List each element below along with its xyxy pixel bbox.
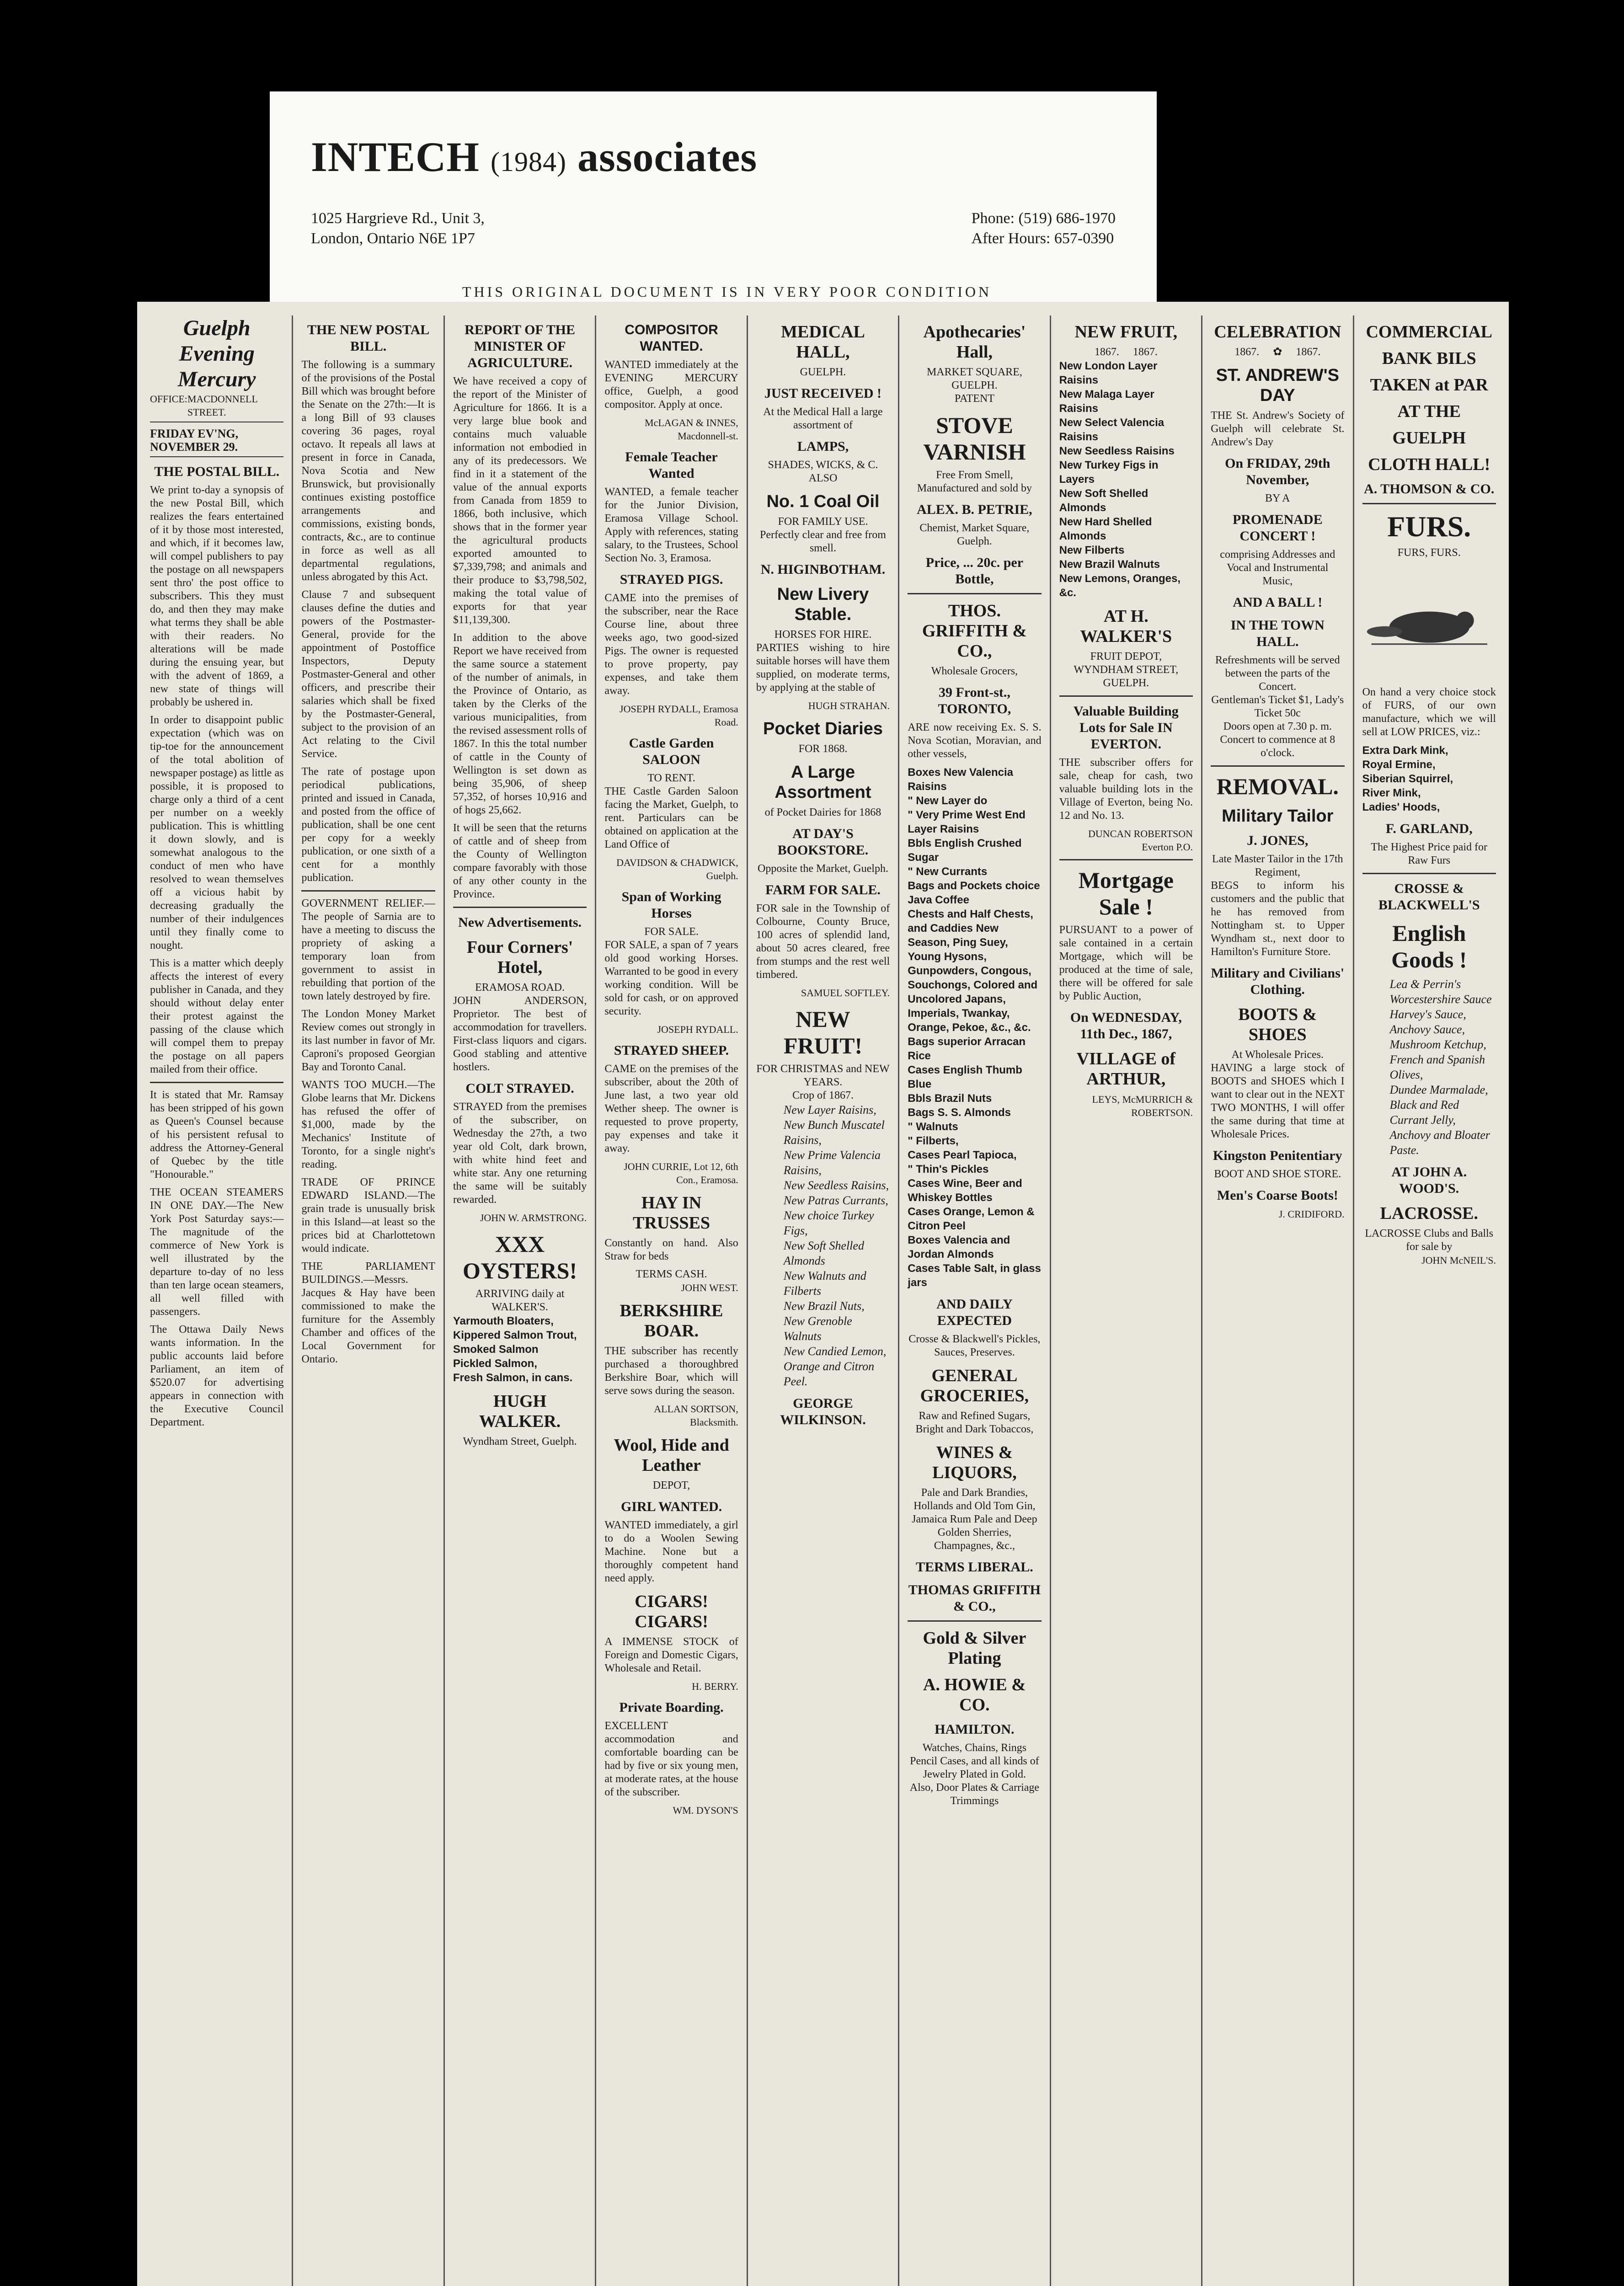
list-item: New Patras Currants, [783,1194,888,1207]
article-paragraph: It will be seen that the returns of cattle and of sheep from the County of Wellington compare favorably with those of any other county in the Province. [453,822,587,900]
article-paragraph: THE OCEAN STEAMERS IN ONE DAY.—The New York Post Saturday says:—The magnitude of the commerce of New York is well illustrated by the departure to-day of no less than ten large ocean steamers, all well filled with passengers. [150,1186,284,1318]
ad-title: REMOVAL. [1216,774,1339,799]
fruit-list [756,1102,890,1389]
article-paragraph: The London Money Market Review comes out strongly in its last number in favor of Mr. Caproni's proposed Georgian Bay and Toronto Canal. [301,1008,435,1073]
list-item: " Filberts, [908,1135,959,1147]
list-item: Cases Table Salt, in glass jars [908,1262,1041,1289]
list-item: Lea & Perrin's Worcestershire Sauce [1389,977,1492,1006]
list-item: New Soft Shelled Almonds [783,1239,864,1267]
list-item: New Select Valencia Raisins [1059,417,1165,443]
article-paragraph: THE PARLIAMENT BUILDINGS.—Messrs. Jacques & Hay have been commissioned to make the furniture for the Assembly Chamber and offices of the Local Government for Ontario. [301,1261,435,1365]
ad-title: COLT STRAYED. [465,1081,574,1096]
column-4: COMPOSITOR WANTED. WANTED immediately at the EVENING MERCURY office, Guelph, a good compositor. Apply at once. McLAGAN & INNES, Macdonnell-st. Female Teacher Wanted WANTED, a female teacher for the Junior Division, Eramosa Village School. Apply with references, stating salary, to the Trustees, School Section No. 3, Eramosa. STRAYED PIGS. CAME into the premises of the subscriber, near the Race Course line, about three weeks ago, two good-sized Pigs. The owner is requested to prove property, pay expenses, and take them away. JOSEPH RYDALL, Eramosa Road. Castle Garden SALOON TO RENT. THE Castle Garden Saloon facing the Market, Guelph, to rent. Particulars can be obtained on application at the Land Office of DAVIDSON & CHADWICK, Guelph. Span of Working Horses FOR SALE. FOR SALE, a span of 7 years old good working Horses. Warranted to be good in every working condition. Will be sold for cash, or on approved security. JOSEPH RYDALL. STRAYED SHEEP. CAME on the premises of the subscriber, about the 20th of June last, a two year old Wether sheep. The owner is requested to prove property, pay expenses and take it away. JOHN CURRIE, Lot 12, 6th Con., Eramosa. HAY IN TRUSSES Constantly on hand. Also Straw for beds TERMS CASH. JOHN WEST. BERKSHIRE BOAR. THE subscriber has recently purchased a thoroughbred Berkshire Boar, which will serve sows during the season. ALLAN SORTSON, Blacksmith. Wool, Hide and Leather DEPOT, GIRL WANTED. WANTED immediately, a girl to do a Woolen Sewing Machine. None but a thoroughly competent hand need apply. CIGARS! CIGARS! A IMMENSE STOCK of Foreign and Domestic Cigars, Wholesale and Retail. H. BERRY. Private Boarding. EXCELLENT accommodation and comfortable boarding can be had by five or six young men, at moderate rates, at the house of the subscriber. WM. DYSON'S [596,315,748,2286]
divider [908,593,1041,594]
divider [1362,873,1496,874]
condition-notice: THIS ORIGINAL DOCUMENT IS IN VERY POOR CONDITION [462,283,992,300]
list-item: Mushroom Ketchup, [1389,1038,1486,1051]
column-2 [293,315,444,2286]
article-paragraph: WANTS TOO MUCH.—The Globe learns that Mr. Dickens has refused the offer of $1,000, made by the Mechanics' Institute of Toronto, for a single night's reading. [301,1079,435,1170]
masthead: Guelph Evening Mercury [177,316,256,391]
list-item: French and Spanish Olives, [1389,1053,1485,1081]
column-7: NEW FRUIT, 1867. 1867. New London Layer Raisins New Malaga Layer Raisins New Select Valencia Raisins New Seedless Raisins New Turkey Figs in Layers New Soft Shelled Almonds New Hard Shelled Almonds New Filberts New Brazil Walnuts New Lemons, Oranges, &c. AT H. WALKER'S FRUIT DEPOT, WYNDHAM STREET, GUELPH. Valuable Building Lots for Sale IN EVERTON. THE subscriber offers for sale, cheap for cash, two valuable building lots in the Village of Everton, being No. 12 and No. 13. DUNCAN ROBERTSON Everton P.O. Mortgage Sale ! PURSUANT to a power of sale contained in a certain Mortgage, which will be produced at the time of sale, there will be offered for sale by Public Auction, On WEDNESDAY, 11th Dec., 1867, VILLAGE of ARTHUR, LEYS, McMURRICH & ROBERTSON. [1051,315,1202,2286]
ad-title: CIGARS! CIGARS! [635,1592,708,1631]
company-contact [311,208,1116,249]
list-item: Black and Red Currant Jelly, [1389,1098,1459,1127]
ad-title: GIRL WANTED. [620,1499,722,1514]
list-item: New Bunch Muscatel Raisins, [783,1118,885,1147]
divider [453,907,587,908]
ad-title: Gold & Silver Plating [923,1629,1026,1668]
ad-title: THOS. GRIFFITH & CO., [922,601,1027,661]
ad-title: STOVE VARNISH [923,412,1026,465]
ad-title: FARM FOR SALE. [765,882,881,897]
ad-title: BOOTS & SHOES [1238,1005,1317,1044]
ad-title: FURS. [1387,510,1471,543]
list-item: Smoked Salmon [453,1343,539,1356]
column-6: Apothecaries' Hall, MARKET SQUARE, GUELPH. PATENT STOVE VARNISH Free From Smell, Manufactured and sold by ALEX. B. PETRIE, Chemist, Market Square, Guelph. Price, ... 20c. per Bottle, THOS. GRIFFITH & CO., Wholesale Grocers, 39 Front-st., TORONTO, ARE now receiving Ex. S. S. Nova Scotian, Moravian, and other vessels, Boxes New Valencia Raisins " New Layer do " Very Prime West End Layer Raisins Bbls English Crushed Sugar " New Currants Bags and Pockets choice Java Coffee Chests and Half Chests, and Caddies New Season, Ping Suey, Young Hysons, Gunpowders, Congous, Souchongs, Colored and Uncolored Japans, Imperials, Twankay, Orange, Pekoe, &c., &c. Bags superior Arracan Rice Cases English Thumb Blue Bbls Brazil Nuts Bags S. S. Almonds " Walnuts " Filberts, Cases Pearl Tapioca, " Thin's Pickles Cases Wine, Beer and Whiskey Bottles Cases Orange, Lemon & Citron Peel Boxes Valencia and Jordan Almonds Cases Table Salt, in glass jars AND DAILY EXPECTED Crosse & Blackwell's Pickles, Sauces, Preserves. GENERAL GROCERIES, Raw and Refined Sugars, Bright and Dark Tobaccos, WINES & LIQUORS, Pale and Dark Brandies, Hollands and Old Tom Gin, Jamaica Rum Pale and Deep Golden Sherries, Champagnes, &c., TERMS LIBERAL. THOMAS GRIFFITH & CO., Gold & Silver Plating A. HOWIE & CO. HAMILTON. Watches, Chains, Rings Pencil Cases, and all kinds of Jewelry Plated in Gold. Also, Door Plates & Carriage Trimmings [899,315,1051,2286]
ad-title: Valuable Building Lots for Sale IN EVERTON. [1073,704,1179,752]
newfruit-years: 1867. 1867. [1094,346,1158,358]
list-item: New Turkey Figs in Layers [1059,459,1159,486]
article-paragraph: GOVERNMENT RELIEF.—The people of Sarnia are to have a meeting to discuss the propriety of asking a temporary loan from government to assist in rebuilding that portion of the town lately destroyed by fire. [301,897,435,1002]
section-heading: New Advertisements. [458,915,582,930]
list-item: " Very Prime West End Layer Raisins [908,809,1026,835]
list-item: New Candied Lemon, Orange and Citron Peel. [783,1345,887,1388]
ad-title: Wool, Hide and Leather [614,1436,729,1475]
ad-title: No. 1 Coal Oil [766,492,880,511]
article-paragraph: We print to-day a synopsis of the new Postal Bill, which realizes the fears entertained of it by those most interested, and which, if it becomes law, will compel publishers to pay the postage on all newspapers sent thro' the post office to subscribers. This they must do, and then they may make what terms they shall be able with their readers. No alterations will be made during the ensuing year, but with the advent of 1869, a new state of things will probably be ushered in. [150,484,284,708]
list-item: Pickled Salmon, [453,1357,537,1370]
griffith-list [908,765,1041,1290]
list-item: Cases English Thumb Blue [908,1064,1022,1090]
list-item: Bbls Brazil Nuts [908,1092,992,1105]
list-item: New Malaga Layer Raisins [1059,388,1154,415]
divider [301,890,435,892]
list-item: " New Currants [908,865,988,878]
article-paragraph: Clause 7 and subsequent clauses define the duties and powers of the Postmaster-General, provide for the appointment of Postoffice Inspectors, Deputy Postmaster-General and other officers, and prescribe their salaries which shall be fixed by the Postmaster-General, subject to the provision of an Act relating to the Civil Service. [301,589,435,760]
ad-title: Span of Working Horses [621,889,721,921]
list-item: Bbls English Crushed Sugar [908,837,1022,864]
column-3: REPORT OF THE MINISTER OF AGRICULTURE. We have received a copy of the report of the Minister of Agriculture for 1866. It is a very large blue book and contains much valuable information not embodied in any of its predecessors. We find in it a statement of the value of the annual exports from Canada from 1859 to 1866, both inclusive, which shows that in the former year the agricultural products exported amounted to $7,339,798; and animals and their produce to $3,798,502, making the total value of exports for that year $11,139,300. In addition to the above Report we have received from the same source a statement of the number of animals, in the Province of Ontario, as taken by the Clerks of the various municipalities, from the revised assessment rolls of 1867. In this the total number of cattle in the County of Wellington is set down as being 35,906, of sheep 57,352, of horses 10,916 and of hogs 25,662. It will be seen that the returns of cattle and of sheep from the County of Wellington compare favorably with those of any other county in the Province. New Advertisements. Four Corners' Hotel, ERAMOSA ROAD. JOHN ANDERSON, Proprietor. The best of accommodation for travellers. First-class liquors and cigars. Good stabling and attentive hostlers. COLT STRAYED. STRAYED from the premises of the subscriber, on Wednesday the 27th, a two year old Colt, dark brown, with white hind feet and white star. Any one returning the same will be suitably rewarded. JOHN W. ARMSTRONG. XXX OYSTERS! ARRIVING daily at WALKER'S. Yarmouth Bloaters, Kippered Salmon Trout, Smoked Salmon Pickled Salmon, Fresh Salmon, in cans. HUGH WALKER. Wyndham Street, Guelph. [445,315,596,2286]
list-item: Kippered Salmon Trout, [453,1329,577,1341]
list-item: " New Layer do [908,795,988,807]
article-paragraph: The following is a summary of the provisions of the Postal Bill which was brought before the Senate on the 27th:—It is a long Bill of 93 clauses covering 36 pages, royal octavo. It repeals all laws at present in force in Canada, Nova Scotia and New Brunswick, but provisionally continues existing postoffice arrangements and commissions, existing bonds, contracts, &c., are to continue in force as well as all departmental regulations, unless abrogated by this Act. [301,359,435,583]
list-item: Cases Wine, Beer and Whiskey Bottles [908,1177,1022,1204]
list-item: New Seedless Raisins [1059,445,1175,457]
list-item: Anchovy Sauce, [1389,1023,1465,1036]
column-5: MEDICAL HALL, GUELPH. JUST RECEIVED ! At the Medical Hall a large assortment of LAMPS, SHADES, WICKS, & C. ALSO No. 1 Coal Oil FOR FAMILY USE. Perfectly clear and free from smell. N. HIGINBOTHAM. New Livery Stable. HORSES FOR HIRE. PARTIES wishing to hire suitable horses will have them supplied, on moderate terms, by applying at the stable of HUGH STRAHAN. Pocket Diaries FOR 1868. A Large Assortment of Pocket Dairies for 1868 AT DAY'S BOOKSTORE. Opposite the Market, Guelph. FARM FOR SALE. FOR sale in the Township of Colbourne, County Bruce, 100 acres of splendid land, about 50 acres cleared, free from stumps and the rest well timbered. SAMUEL SOFTLEY. NEW FRUIT! FOR CHRISTMAS and NEW YEARS. Crop of 1867. New Layer Raisins, New Bunch Muscatel Raisins, New Prime Valencia Raisins, New Seedless Raisins, New Patras Currants, New choice Turkey Figs, New Soft Shelled Almonds New Walnuts and Filberts New Brazil Nuts, New Grenoble Walnuts New Candied Lemon, Orange and Citron Peel. GEORGE WILKINSON. [748,315,899,2286]
company-phone: Phone: (519) 686-1970 After Hours: 657-0390 [971,210,1116,247]
list-item: New Walnuts and Filberts [783,1269,866,1298]
article-heading: THE NEW POSTAL BILL. [307,322,430,354]
ad-title: ST. ANDREW'S DAY [1216,366,1339,405]
furs-list [1362,743,1496,814]
divider [908,1620,1041,1622]
ad-title: Mortgage Sale ! [1078,867,1174,919]
list-item: Dundee Marmalade, [1389,1083,1488,1096]
article-paragraph: This is a matter which deeply affects the interest of every publisher in Canada, and they should without delay enter their protest against the passing of the clause which will compel them to prepay the postage on all papers mailed from their office. [150,957,284,1075]
article-paragraph: In addition to the above Report we have received from the same source a statement of the number of animals, in the Province of Ontario, as taken by the Clerks of the various municipalities, from the revised assessment rolls of 1867. In this the total number of cattle in the County of Wellington is set down as being 35,906, of sheep 57,352, of horses 10,916 and of hogs 25,662. [453,632,587,816]
newspaper-page [137,302,1509,2286]
ad-title: New Livery Stable. [777,585,869,624]
newfruit-list [1059,359,1193,600]
ad-title: HUGH WALKER. [479,1392,561,1431]
list-item: New Filberts [1059,544,1125,556]
list-item: Cases Pearl Tapioca, [908,1149,1017,1161]
divider [1059,859,1193,860]
oysters-list [453,1314,587,1385]
ad-title: COMPOSITOR WANTED. [625,322,718,354]
column-1 [142,315,293,2286]
ad-title: Castle Garden SALOON [629,736,714,767]
ad-title: HAY IN TRUSSES [633,1193,710,1233]
article-paragraph: It is stated that Mr. Ramsay has been stripped of his gown as Queen's Counsel because of his persistent refusal to address the Attorney-General of Quebec by the title "Honourable." [150,1089,284,1180]
list-item: Chests and Half Chests, and Caddies New Season, Ping Suey, Young Hysons, Gunpowders, Congous, Souchongs, Colored and Uncolored Japans, Imperials, Twankay, Orange, Pekoe, &c., &c. [908,908,1038,1034]
ad-title: Female Teacher Wanted [625,449,718,481]
list-item: Harvey's Sauce, [1389,1008,1466,1021]
article-paragraph: The rate of postage upon periodical publications, printed and issued in Canada, and posted from the office of publication, shall be one cent per copy for a weekly publication, or one sixth of a cent for a monthly publication. [301,766,435,884]
ad-title: NEW FRUIT, [1074,322,1178,342]
list-item: Bags and Pockets choice Java Coffee [908,880,1040,906]
article-heading: THE POSTAL BILL. [154,464,280,479]
ad-title: JUST RECEIVED ! [764,386,882,401]
list-item: New Brazil Nuts, [783,1299,865,1313]
list-item: River Mink, [1362,787,1421,799]
list-item: New Grenoble Walnuts [783,1314,852,1343]
ad-title: NEW FRUIT! [783,1006,863,1058]
list-item: New Seedless Raisins, [783,1179,889,1192]
list-item: New London Layer Raisins [1059,360,1158,386]
beaver-engraving [1362,563,1496,682]
article-paragraph: We have received a copy of the report of the Minister of Agriculture for 1866. It is a very large blue book and contains much valuable information not embodied in any of its predecessors. We find in it a statement of the value of the annual exports from Canada from 1859 to 1866, both inclusive, which shows that in the former year the agricultural products exported amounted to $7,339,798; and animals and their produce to $3,798,502, making the total value of exports for that year $11,139,300. [453,375,587,626]
list-item: " Walnuts [908,1121,958,1133]
list-item: New Layer Raisins, [783,1103,876,1116]
list-item: Anchovy and Bloater Paste. [1389,1128,1490,1157]
list-item: New Hard Shelled Almonds [1059,516,1152,542]
list-item: Boxes Valencia and Jordan Almonds [908,1234,1010,1261]
ad-title: A Large Assortment [775,763,871,802]
list-item: Siberian Squirrel, [1362,773,1453,785]
ad-title: English Goods ! [1391,920,1467,972]
ad-title: Pocket Diaries [763,719,883,738]
office-line: OFFICE: MACDONNELL STREET. [150,392,283,422]
company-address: 1025 Hargrieve Rd., Unit 3, London, Ontario N6E 1P7 [311,210,485,247]
article-paragraph: In order to disappoint public expectation (which was on tip-toe for the announcement of the total abolition of newspaper postage) as little as possible, it is proposed to charge only a third of a cent per number on a weekly publication. This is whittling it down slowly, and is somewhat analogous to the conduct of men who have resolved to wean themselves off a vicious habit by decreasing gradually the number of their indulgences until they finally come to nought. [150,714,284,951]
divider [150,1082,283,1083]
list-item: New Lemons, Oranges, &c. [1059,572,1181,599]
list-item: Royal Ermine, [1362,758,1436,771]
ad-title: LACROSSE. [1380,1204,1478,1223]
celebration-years: 1867. ✿ 1867. [1234,346,1321,358]
ad-title: Four Corners' Hotel, [466,938,573,977]
article-paragraph: TRADE OF PRINCE EDWARD ISLAND.—The grain trade is unusually brisk in this Island—at least so the prices bid at Charlottetown would indicate. [301,1176,435,1255]
article-paragraph: The Ottawa Daily News wants information. In the public accounts laid before Parliament, an item of $520.07 for advertising appears in connection with the Executive Council Department. [150,1324,284,1428]
divider [1211,765,1344,767]
list-item: Extra Dark Mink, [1362,744,1448,757]
list-item: New choice Turkey Figs, [783,1209,874,1237]
thistle-icon: ✿ [1273,346,1282,358]
ad-title: STRAYED PIGS. [620,572,723,587]
ad-title: STRAYED SHEEP. [614,1043,729,1058]
list-item: New Prime Valencia Raisins, [783,1148,881,1177]
list-item: Bags S. S. Almonds [908,1106,1011,1119]
list-item: Yarmouth Bloaters, [453,1315,554,1327]
issue-date: FRIDAY EV'NG, NOVEMBER 29. [150,427,283,457]
divider [1059,695,1193,697]
english-list [1362,977,1496,1158]
list-item: " Thin's Pickles [908,1163,989,1175]
list-item: New Soft Shelled Almonds [1059,487,1149,514]
ad-title: BERKSHIRE BOAR. [620,1301,723,1341]
ad-title: MEDICAL HALL, [781,322,865,362]
article-heading: REPORT OF THE MINISTER OF AGRICULTURE. [465,322,575,370]
list-item: Fresh Salmon, in cans. [453,1372,573,1384]
ad-title: Apothecaries' Hall, [923,322,1026,362]
company-name: INTECH (1984) associates [311,134,758,180]
list-item: Boxes New Valencia Raisins [908,766,1013,793]
list-item: Bags superior Arracan Rice [908,1036,1026,1062]
list-item: Ladies' Hoods, [1362,801,1440,813]
ad-title: COMMERCIAL [1366,322,1492,342]
column-9: COMMERCIAL BANK BILS TAKEN at PAR AT THE GUELPH CLOTH HALL! A. THOMSON & CO. FURS. FURS, FURS. On hand a very choice stock of FURS, of our own manufacture, which we will sell at LOW PRICES, viz.: Extra Dark Mink, Royal Ermine, Siberian Squirrel, River Mink, Ladies' Hoods, F. GARLAND, The Highest Price paid for Raw Furs CROSSE & BLACKWELL'S English Goods ! Lea & Perrin's Worcestershire Sauce Harvey's Sauce, Anchovy Sauce, Mushroom Ketchup, French and Spanish Olives, Dundee Marmalade, Black and Red Currant Jelly, Anchovy and Bloater Paste. AT JOHN A. WOOD'S. LACROSSE. LACROSSE Clubs and Balls for sale by JOHN McNEIL'S. [1362,322,1496,1266]
ad-title: XXX OYSTERS! [463,1231,577,1283]
column-8: CELEBRATION 1867. ✿ 1867. ST. ANDREW'S DAY THE St. Andrew's Society of Guelph will celebrate St. Andrew's Day On FRIDAY, 29th November, BY A PROMENADE CONCERT ! comprising Addresses and Vocal and Instrumental Music, AND A BALL ! IN THE TOWN HALL. Refreshments will be served between the parts of the Concert. Gentleman's Ticket $1, Lady's Ticket 50c Doors open at 7.30 p. m. Concert to commence at 8 o'clock. REMOVAL. Military Tailor J. JONES, Late Master Tailor in the 17th Regiment, BEGS to inform his customers and the public that he has removed from Nottingham st. to Upper Wyndham st., next door to Hamilton's Furniture Store. Military and Civilians' Clothing. BOOTS & SHOES At Wholesale Prices. HAVING a large stock of BOOTS and SHOES which I want to clear out in the NEXT TWO MONTHS, I will offer the same during that time at Wholesale Prices. Kingston Penitentiary BOOT AND SHOE STORE. Men's Coarse Boots! J. CRIDIFORD. [1202,315,1354,2286]
ad-title: CELEBRATION [1214,322,1341,342]
list-item: Cases Orange, Lemon & Citron Peel [908,1206,1035,1232]
ad-title: Private Boarding. [619,1700,724,1715]
list-item: New Brazil Walnuts [1059,558,1160,571]
divider [1362,503,1496,504]
